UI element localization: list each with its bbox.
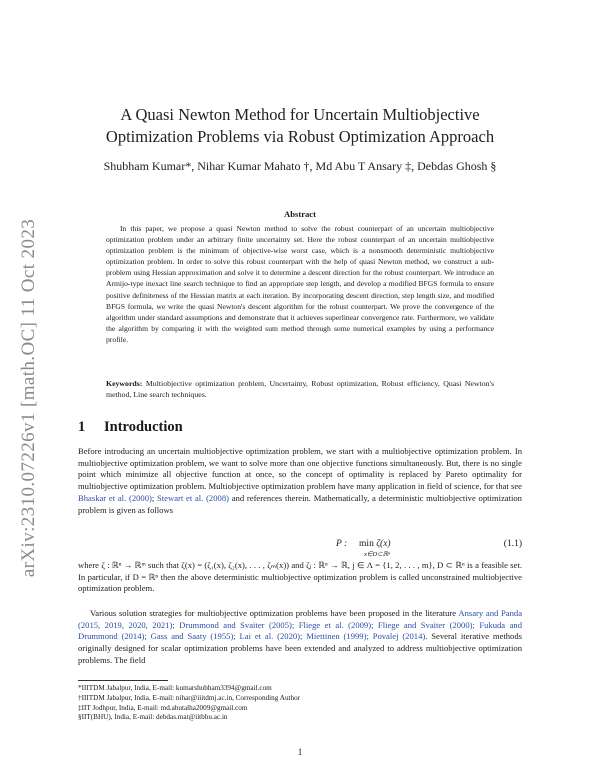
page-number: 1: [297, 747, 303, 757]
footnotes: [78, 684, 522, 723]
paper-title: [80, 104, 520, 148]
footnote-rule: [78, 680, 168, 681]
title-line-1: A Quasi Newton Method for Uncertain Multiobjective: [120, 105, 480, 124]
footnote: ‡IIT Jodhpur, India, E-mail: md.abutalha2009@gmail.com: [78, 703, 248, 712]
equation-1-1: [78, 537, 522, 557]
equation-op: min: [359, 539, 374, 549]
section-title: Introduction: [104, 419, 183, 435]
footnote: *IIITDM Jabalpur, India, E-mail: kumarshubham3394@gmail.com: [78, 684, 272, 692]
abstract-body: In this paper, we propose a quasi Newton method to solve the robust counterpart of an uncertain multiobjective optimization problem under an arbitrary finite uncertainty set. Here the robust counterpart of an uncertain multiobjective optimization problem is the minimum of objective-wise worst case, which is a nonsmooth deterministic multiobjective optimization problem. In order to solve this robust counterpart with the help of quasi Newton method, we construct a sub-problem using Hessian approximation and solve it to determine a descent direction for the robust counterpart. We introduce an Armijo-type inexact line search technique to find an appropriate step length, and develop a modified BFGS formula to ensure positive definiteness of the Hessian matrix at each iteration. By incorporating descent direction, step length size, and modified BFGS formula, we write the quasi Newton's descent algorithm for the robust counterpart. We prove the convergence of the algorithm under standard assumptions and demonstrate that it achieves superlinear convergence rate. Furthermore, we validate the algorithm by comparing it with the weighted sum method through some numerical examples by using a performance profile.: [106, 224, 494, 344]
p1-text: Before introducing an uncertain multiobjective optimization problem, we start with a multiobjective optimization problem. In multiobjective optimization problem, we want to solve more than one objective functions simultaneously. But, there is no single point which minimize all objective function at once, so the concept of optimality is replaced by Pareto optimality for multiobjective optimization problem. Multiobjective optimization problem have many application in field of science, for that see: [78, 446, 522, 492]
p3-text: Various solution strategies for multiobjective optimization problems have been proposed in the literature: [90, 608, 459, 618]
arxiv-sidebar: [14, 198, 44, 598]
citation-link[interactable]: Stewart et al. (2008): [157, 492, 229, 503]
footnote: †IIITDM Jabalpur, India, E-mail: nihar@iiitdmj.ac.in, Corresponding Author: [78, 693, 301, 702]
abstract-heading: Abstract: [284, 209, 316, 219]
citation-links[interactable]: Ansary and Panda (2015, 2019, 2020, 2021); Drummond and Svaiter (2005); Fliege et al. (2009); Fliege and Svaiter (2000); Fukuda and Drummond (2014); Gass and Saaty (1955); Lai et al. (2020); Miettinen (1999); Povalej (2014).: [78, 608, 523, 642]
equation-body: [336, 539, 391, 549]
equation-subscript: x∈D⊂ℝⁿ: [364, 551, 390, 558]
arxiv-identifier: arXiv:2310.07226v1 [math.OC] 11 Oct 2023: [18, 218, 39, 578]
keywords-text: Multiobjective optimization problem, Uncertainty, Robust optimization, Robust efficiency, Quasi Newton's method, Line search techniques.: [106, 379, 494, 399]
intro-paragraph-1: [78, 446, 522, 516]
section-heading: [78, 419, 522, 436]
equation-rhs: ζ(x): [376, 539, 391, 549]
section-number: 1: [78, 419, 86, 435]
title-line-2: Optimization Problems via Robust Optimization Approach: [105, 127, 495, 146]
p1-separator: ;: [151, 492, 158, 503]
intro-paragraph-2: where ζ : ℝⁿ → ℝᵐ such that ζ(x) = (ζ₁(x), ζ₂(x), . . . , ζₘ(x)) and ζⱼ : ℝⁿ → ℝ, j ∈ Λ = {1, 2, . . . , m}, D ⊂ ℝⁿ is a feasible set. In particular, if D = ℝⁿ then the above deterministic multiobjective optimization problem is called unconstrained multiobjective optimization problem.: [78, 560, 522, 594]
citation-link[interactable]: Bhaskar et al. (2000): [78, 492, 152, 503]
keywords: [106, 378, 494, 400]
p3-tail: Several iterative methods originally designed for scalar optimization problems have been extended and analyzed to address multiobjective optimization problems. The field: [78, 631, 522, 665]
author-list: Shubham Kumar*, Nihar Kumar Mahato †, Md Abu T Ansary ‡, Debdas Ghosh §: [103, 159, 497, 173]
equation-lhs: P :: [336, 539, 348, 549]
p1-tail: and references therein. Mathematically, a deterministic multiobjective optimization problem is given as follows: [78, 492, 522, 515]
equation-number: (1.1): [503, 539, 522, 549]
footnote: §IIT(BHU), India, E-mail: debdas.mat@iitbhu.ac.in: [78, 713, 228, 722]
keywords-label: Keywords:: [106, 379, 143, 388]
intro-paragraph-3: [78, 608, 522, 667]
